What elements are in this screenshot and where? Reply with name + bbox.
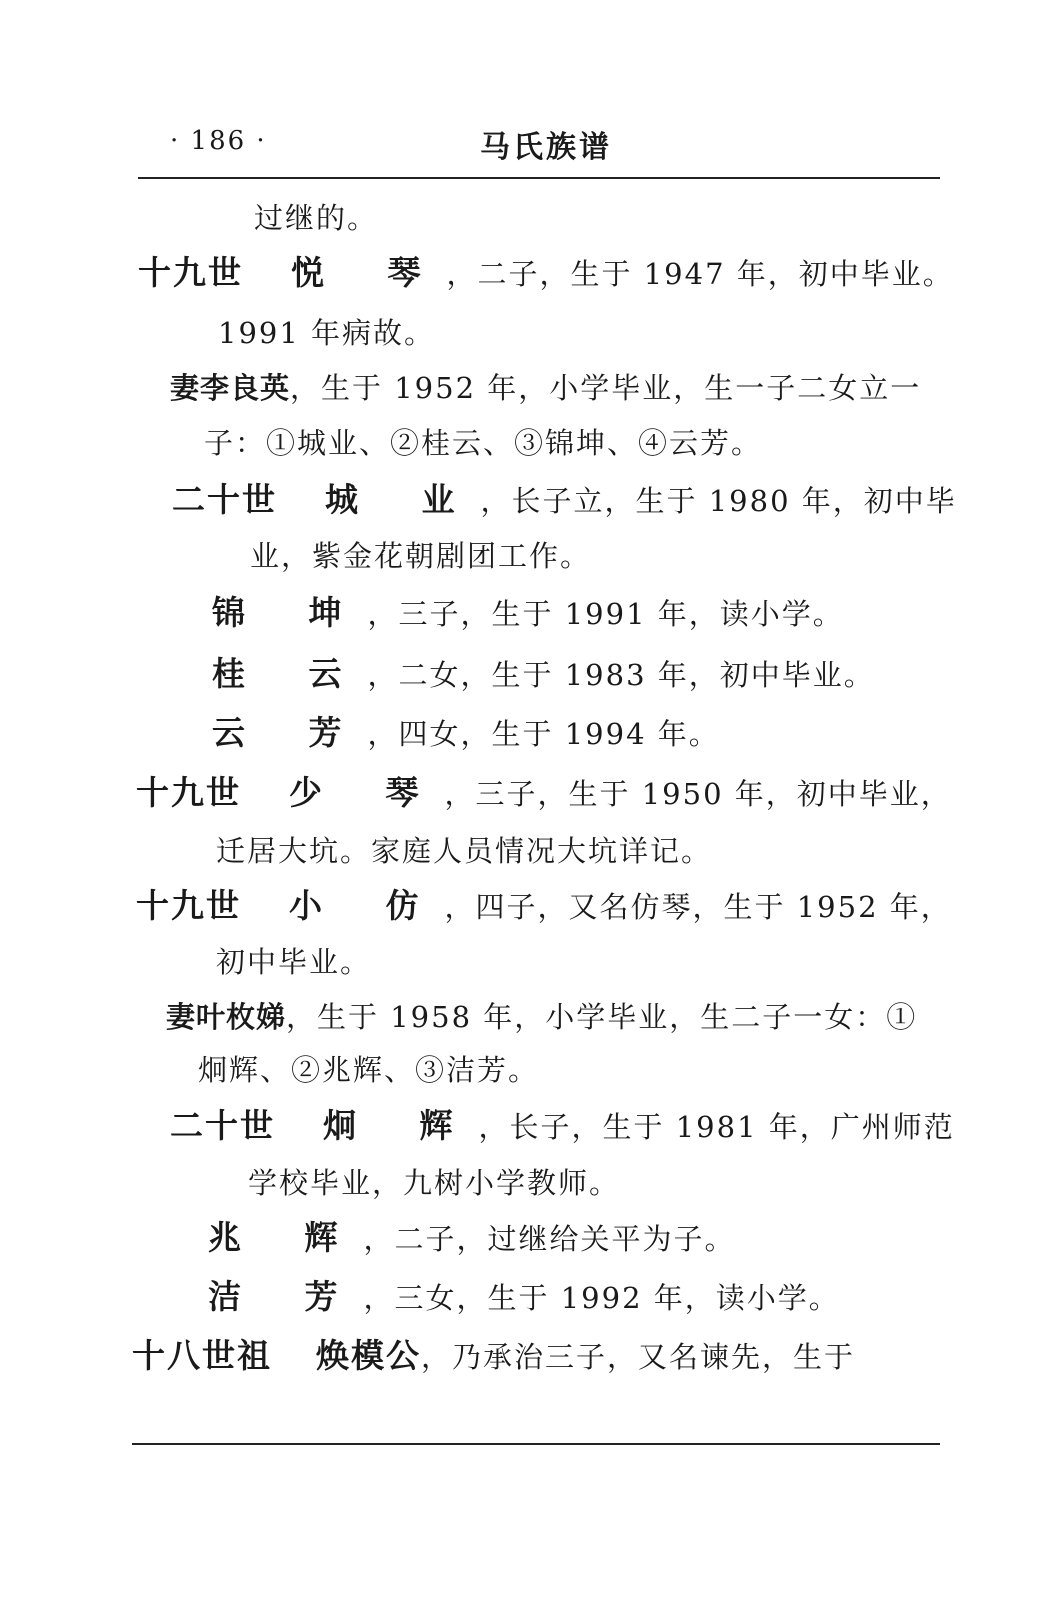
entry-line: 十九世 少 琴，三子，生于 1950 年，初中毕业， [136, 773, 952, 812]
generation-label: 二十世 [172, 480, 277, 519]
person-name: 少 琴 [289, 773, 445, 812]
page-header [140, 122, 940, 166]
entry-line: 十九世 悦 琴，二子，生于 1947 年，初中毕业。 [138, 253, 954, 292]
text-line: 炯辉、②兆辉、③洁芳。 [198, 1053, 540, 1087]
person-name: 小 仿 [289, 886, 445, 925]
entry-line: 锦 坤，三子，生于 1991 年，读小学。 [212, 593, 844, 632]
person-name: 焕模公 [316, 1336, 421, 1375]
entry-line: 妻叶枚娣，生于 1958 年，小学毕业，生二子一女：① [166, 1000, 918, 1034]
footer-rule [132, 1443, 940, 1445]
entry-line: 十九世 小 仿，四子，又名仿琴，生于 1952 年， [136, 886, 952, 925]
entry-line: 妻李良英，生于 1952 年，小学毕业，生一子二女立一 [170, 371, 922, 405]
generation-label: 十九世 [138, 253, 243, 292]
text-line: 1991 年病故。 [218, 316, 436, 350]
text-line: 业，紫金花朝剧团工作。 [250, 539, 592, 573]
entry-line: 兆 辉，二子，过继给关平为子。 [208, 1218, 736, 1257]
generation-label: 二十世 [170, 1106, 275, 1145]
person-name: 悦 琴 [291, 253, 447, 292]
person-name: 桂 云 [212, 654, 368, 693]
running-title: 马氏族谱 [480, 130, 612, 165]
text-line: 子：①城业、②桂云、③锦坤、④云芳。 [204, 426, 763, 460]
person-name: 炯 辉 [323, 1106, 479, 1145]
header-rule [138, 177, 940, 179]
entry-line: 云 芳，四女，生于 1994 年。 [212, 713, 720, 752]
person-name: 兆 辉 [208, 1218, 364, 1257]
person-name: 锦 坤 [212, 593, 368, 632]
text-line: 学校毕业，九树小学教师。 [248, 1166, 621, 1200]
person-name: 洁 芳 [208, 1277, 364, 1316]
entry-line: 桂 云，二女，生于 1983 年，初中毕业。 [212, 654, 875, 693]
person-name: 城 业 [325, 480, 481, 519]
entry-line: 二十世 城 业，长子立，生于 1980 年，初中毕 [172, 480, 957, 519]
spouse-name: 妻叶枚娣 [166, 1000, 287, 1034]
spouse-name: 妻李良英 [170, 371, 291, 405]
text-line: 初中毕业。 [216, 945, 372, 979]
entry-line: 十八世祖 焕模公，乃承治三子，又名谏先，生于 [132, 1336, 856, 1375]
generation-label: 十八世祖 [132, 1336, 272, 1375]
text-line: 过继的。 [254, 201, 379, 235]
generation-label: 十九世 [136, 773, 241, 812]
entry-line: 二十世 炯 辉，长子，生于 1981 年，广州师范 [170, 1106, 955, 1145]
text-line: 迁居大坑。家庭人员情况大坑详记。 [216, 834, 713, 868]
person-name: 云 芳 [212, 713, 368, 752]
generation-label: 十九世 [136, 886, 241, 925]
entry-line: 洁 芳，三女，生于 1992 年，读小学。 [208, 1277, 840, 1316]
page-number: · 186 · [170, 126, 267, 156]
